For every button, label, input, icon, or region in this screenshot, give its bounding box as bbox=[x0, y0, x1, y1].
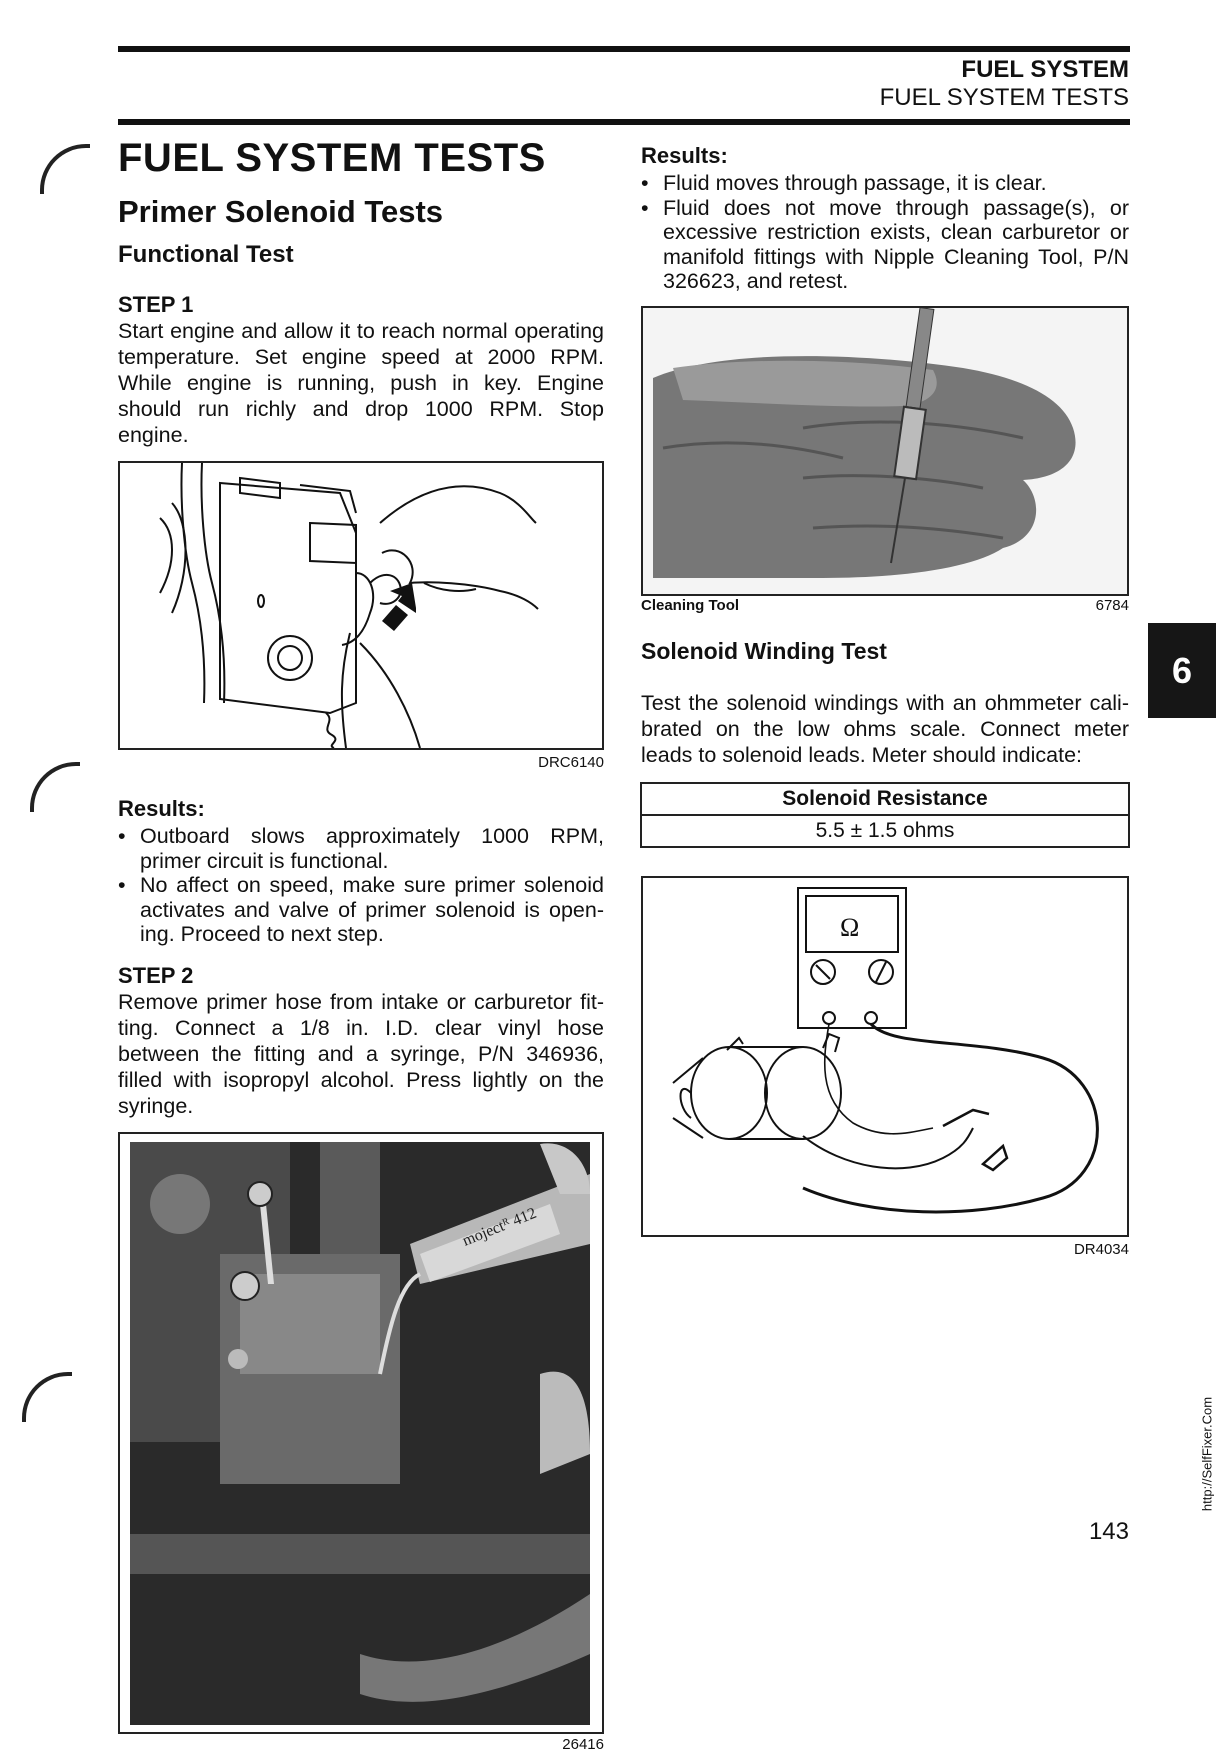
figure-key-switch bbox=[118, 461, 604, 750]
running-header-section: FUEL SYSTEM bbox=[961, 56, 1129, 83]
syringe-label-text: mojectᴿ 412 bbox=[460, 1204, 539, 1250]
results2-heading: Results: bbox=[641, 143, 728, 168]
results2-list bbox=[641, 171, 1129, 294]
figure2-code: 26416 bbox=[562, 1736, 604, 1753]
binder-mark bbox=[22, 1372, 72, 1422]
step1-label: STEP 1 bbox=[118, 292, 194, 317]
results1-list bbox=[118, 824, 604, 947]
ohmmeter-illustration bbox=[643, 878, 1127, 1235]
side-url-text: http://SelfFixer.Com bbox=[1199, 1396, 1215, 1512]
page-title: FUEL SYSTEM TESTS bbox=[118, 136, 546, 180]
key-switch-illustration bbox=[120, 463, 602, 748]
table-cell: 5.5 ± 1.5 ohms bbox=[641, 815, 1129, 847]
list-item: • Fluid moves through passage, it is clear. bbox=[641, 171, 1129, 196]
list-item: • Fluid does not move through passage(s), or excessive restriction exists, clean carburetor or manifold fittings with Nipple Cleaning Tool, P/N 326623, and retest. bbox=[641, 196, 1129, 294]
binder-mark bbox=[40, 144, 90, 194]
solenoid-resistance-table bbox=[640, 782, 1130, 848]
header-rule-bottom bbox=[118, 119, 1130, 125]
cleaning-tool-image bbox=[643, 308, 1127, 594]
section-tab: 6 bbox=[1148, 623, 1216, 718]
binder-mark bbox=[30, 762, 80, 812]
ohm-symbol: Ω bbox=[840, 913, 860, 942]
figure3-caption: Cleaning Tool bbox=[641, 597, 740, 614]
running-header-subsection: FUEL SYSTEM TESTS bbox=[879, 84, 1129, 111]
list-item: • No affect on speed, make sure primer solenoid activates and valve of primer solenoid is open-ing. Proceed to next step. bbox=[118, 873, 604, 947]
winding-test-heading: Solenoid Winding Test bbox=[641, 638, 887, 664]
figure-ohmmeter-diagram bbox=[641, 876, 1129, 1237]
results1-heading: Results: bbox=[118, 796, 205, 821]
figure1-code: DRC6140 bbox=[538, 754, 604, 771]
winding-test-text: Test the solenoid windings with an ohmmeter cali-brated on the low ohms scale. Connect meter leads to solenoid leads. Meter should indicate: bbox=[641, 691, 1129, 767]
header-rule-top bbox=[118, 46, 1130, 52]
figure3-code: 6784 bbox=[1095, 597, 1129, 614]
figure4-code: DR4034 bbox=[1073, 1241, 1129, 1258]
section-heading: Primer Solenoid Tests bbox=[118, 194, 444, 229]
table-header: Solenoid Resistance bbox=[641, 783, 1129, 815]
list-item: • Outboard slows approximately 1000 RPM, primer circuit is functional. bbox=[118, 824, 604, 873]
step2-label: STEP 2 bbox=[118, 963, 194, 988]
figure-syringe-photo bbox=[118, 1132, 604, 1734]
step1-text: Start engine and allow it to reach normal operating temperature. Set engine speed at 2000 RPM. While engine is running, push in key. Engine should run richly and drop 1000 RPM. Stop engine. bbox=[118, 319, 604, 447]
figure-cleaning-tool-photo bbox=[641, 306, 1129, 596]
side-url-watermark bbox=[1200, 1354, 1214, 1554]
subsection-heading: Functional Test bbox=[118, 241, 294, 268]
step2-text: Remove primer hose from intake or carburetor fit-ting. Connect a 1/8 in. I.D. clear vinyl hose between the fitting and a syringe, P/N 346936, filled with isopropyl alcohol. Press lightly on the syringe. bbox=[118, 990, 604, 1118]
page-number: 143 bbox=[1088, 1518, 1129, 1545]
syringe-photo-image bbox=[120, 1134, 602, 1732]
